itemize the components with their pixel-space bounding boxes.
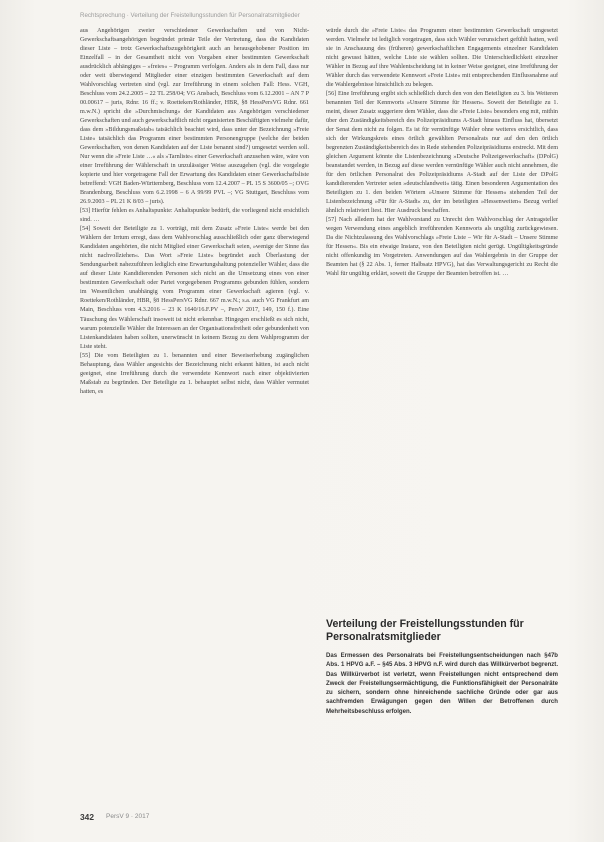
paragraph: [55] Die vom Beteiligten zu 1. benannten und einer Beweiserhebung zugänglichen Behauptung, dass Wähler angesichts der Bezeichnung nicht erkannt hätten, ist auch nicht geeignet, eine Irreführung durch die verwendete Kennwort nach einer objektivierten Maßstab zu begründen. Der Beteiligte zu 1. behauptet selbst nicht, dass Wähler vermutet hatten, es <box>80 352 309 395</box>
left-column <box>80 27 309 807</box>
abstract: Das Ermessen des Personalrats bei Freistellungsentscheidungen nach §47b Abs. 1 HPVG a.F. – §45 Abs. 3 HPVG n.F. wird durch das Willkürverbot begrenzt. Das Willkürverbot ist verletzt, wenn Freistellungen nicht entsprechend dem Zweck der Freistellungsermächtigung, die Funktionsfähigkeit der Personalräte zu sichern, sondern ohne hinreichende sachliche Gründe oder gar aus sachfremden Erwägungen gegen den Willen der Betroffenen durch Mehrheitsbeschluss erfolgen. <box>326 653 558 715</box>
paragraph: [54] Soweit der Beteiligte zu 1. vorträgt, mit dem Zusatz »Freie Liste« werde bei den Wählern der Irrtum erregt, dass dem Wahlvorschlag ausschließlich oder ganz überwiegend Kandidaten angehörten, die nicht Mitglied einer Gewerkschaft seien, »wenige der Sinne das nicht nachvollziehen«. Das Wort »Freie Liste« begründet auch Überlastung der Sendungsarbeit nahezuführen lediglich eine Erwartungshaltung potenzieller Wähler, dass die auf dieser Liste Kandidierenden Personen sich nicht an die Umsetzung eines von einer bestimmten Gewerkschaft oder Partei vorgegebenen Programms gebunden fühlen, sondern im Wesentlichen unabhängig vom Programm einer Gewerkschaft agieren (vgl. v. Roetteken/Rothländer, HBR, §8 HessPersVG Rdnr. 667 m.w.N.; s.a. auch VG Frankfurt am Main, Beschluss vom 4.3.2016 – 23 K 1640/16.F.PV –, PersV 2017, 149, 150 f.). Eine Täuschung des Wählerschaft insoweit ist nicht erkennbar. Hingegen erschließt es sich nicht, warum potenzielle Wähler die Interessen an der Organisationsfreiheit oder gebundenheit von Listenkandidaten haben sollten, unerwünscht in keinem Bezug zu dem Wahlprogramm der Liste steht. <box>80 226 309 350</box>
right-column <box>326 27 558 583</box>
paragraph: [56] Eine Irreführung ergibt sich schließlich durch den von den Beteiligten zu 3. bis Weiteren benannten Teil der Kennworts »Unsere Stimme für Hessen«. Soweit der Beteiligte zu 1. meint, dieser Zusatz suggeriere dem Wähler, dass die »Freie Liste« besonders eng mit, mithin über den Zuständigkeitsbereich des Polizeipräsidiums A-Stadt hinaus Einfluss hat, übersetzt der Senat dem nicht zu folgen. Es ist für vernünftige Wähler ohne weiteres ersichtlich, dass sich der Wirkungskreis eines örtlich gewählten Personalrats nur auf den den örtlich begrenzten Zuständigkeitsbereich des in Rede stehenden Polizeipräsidiums erstreckt. Mit dem gleichen Argument könnte die Listenbezeichnung »Deutsche Polizeigewerkschaft« (DPolG) beanstandet werden, in Bezug auf diese werden vernünftige Wähler auch nicht annehmen, die für den örtlichen Personalrat des Polizeipräsidiums A-Stadt auf der Liste der DPolG kandidierenden Vertreter seien »deutschlandweit« tätig. Einen besonderen Argumentation des Beteiligten zu 1. den beiden Wörtern »Unsere Stimme für Hessen« stehenden Teil der Listenbezeichnung »Für für A-Stadt« zu, der im beteiligten »Hessenweiten« Bezug verlief ähnlich relativiert liest. Hier Ausdruck beschaffen. <box>326 91 558 215</box>
running-head: Rechtsprechung · Verteilung der Freistellungsstunden für Personalratsmitglieder <box>80 12 300 19</box>
paragraph: aus Angehörigen zweier verschiedener Gewerkschaften und von Nicht-Gewerkschaftsangehörigen begründet primär Teile der Vertretung, dass die Kandidaten dieser Liste – trotz Gewerkschaftszugehörigkeit auch an herausgehobener Position im Einzelfall – in der Gesamtheit nicht von Vorgaben einer bestimmten Gewerkschaft ausdrücklich abhängiges – »freies« – Programm verfolgen. Anders als in dem Fall, dass nur oder weit überwiegend Mitglieder einer einzigen bestimmten Gewerkschaft auf dem Wahlvorschlag vertreten sind (vgl. zur Irreführung in einem solchen Fall: Hess. VGH, Beschluss vom 24.2.2005 – 22 TL 258/04; VG Ansbach, Beschluss vom 6.12.2001 – AN 7 P 00.00617 – juris, Rdnr. 16 ff.; v. Roetteken/Rothländer, HBR, §8 HessPersVG Rdnr. 661 m.w.N.) spricht die »Durchmischung« der Kandidaten aus Angehörigen verschiedener Gewerkschaften und auch gewerkschaftlich nicht organisierten Beschäftigten vielmehr dafür, dass dem »Bildungsmaßstab« tatsächlich beachtet wird, dass unter der Bezeichnung »Freie Liste« tatsächlich das Programm einer bestimmten Personengruppe (welche der beiden Gewerkschaften, von denen Kandidaten auf der Liste benannt sind?) umgesetzt werden soll. Nur wenn die »Freie Liste …« als »Tarnliste« einer Gewerkschaft anzusehen wäre, wäre von einer Irreführung der Wählerschaft in unzulässiger Weise auszugehen (vgl. die vorgelegte kopierte und hier vorgetragene Fall der Erwartung des Kandidaten einer Gewerkschaftsliste betreffend: VGH Baden-Württemberg, Beschluss vom 12.4.2007 – PL 15 S 3600/05 –; OVG Brandenburg, Beschluss vom 6.2.1998 – 6 A 99/99 PVL –; VG Stuttgart, Beschluss vom 26.9.2003 – PL 21 K 8/03 – juris). <box>80 28 309 206</box>
paragraph: würde durch die »Freie Liste« das Programm einer bestimmten Gewerkschaft umgesetzt werden. Vielmehr ist lediglich vorgetragen, dass sich Wähler verunsichert gefühlt hatten, weil sie in Anschauung des (früheren) gewerkschaftlichen Engagements einzelner Kandidaten nicht gewusst hätten, welche Liste sie wählen sollten. Die Unterschiedlichkeit einzelner Wähler in Bezug auf ihre Wahlentscheidung ist in keiner Weise geeignet, eine Irreführung der Wähler durch das verwendete Kennwort »Freie Liste« mit entsprechenden Einflussnahme auf die Wahlergebnisse hinsichtlich zu belegen. <box>326 28 558 89</box>
page-number: 342 <box>80 812 94 822</box>
section-heading: Verteilung der Freistellungsstunden für Personalratsmitglieder <box>326 618 524 643</box>
paragraph: [57] Nach alledem hat der Wahlvorstand zu Unrecht den Wahlvorschlag der Antragsteller wegen Verwendung eines angeblich irreführenden Kennworts als ungültig zurückgewiesen. Da die Nichtzulassung des Wahlvorschlags »Freie Liste – Wir für A-Stadt – Unsere Stimme für Hessen«. Bis ein etwaige Instanz, von den Beteiligten nicht gerügt. Ungültigkeitsgründe nicht offenkundig im Vorgetreten. Anwendungen auf das Wahlergebnis in der Gruppe der Beamten hat (§ 22 Abs. 1, ferner Halbsatz HPVG), hat das Verwaltungsgericht zu Recht die Wahl für ungültig erklärt, soweit die Gruppe der Beamten betroffen ist. … <box>326 217 558 278</box>
paragraph: [53] Hierfür fehlen es Anhaltspunkte: Anhaltspunkte bedürft, die vorliegend nicht ersichtlich sind. … <box>80 208 309 224</box>
issue-label: PersV 9 · 2017 <box>106 813 150 820</box>
